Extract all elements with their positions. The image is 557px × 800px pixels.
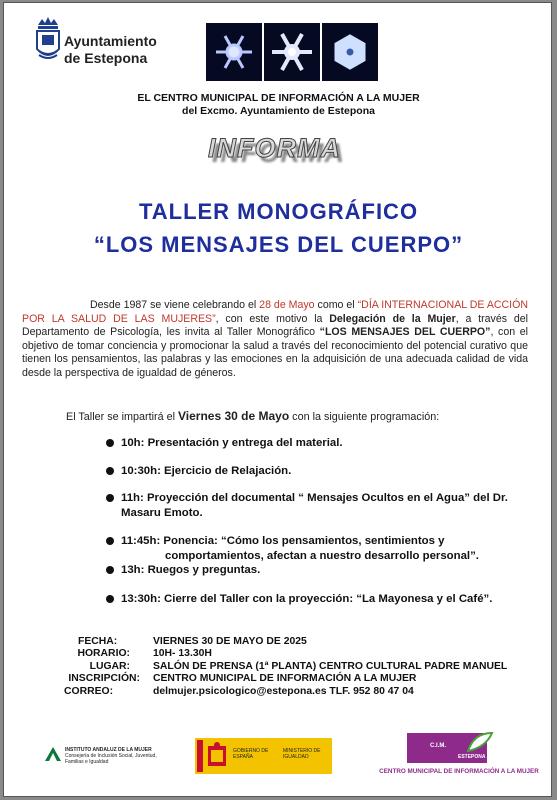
informa-heading: INFORMA [208, 133, 341, 163]
cim-leaf-icon [464, 731, 494, 755]
schedule-intro [66, 409, 439, 423]
gobierno-logo: GOBIERNO DE ESPAÑA MINISTERIO DE IGUALDAD [195, 738, 332, 774]
bullet-icon [106, 467, 114, 475]
crystal-photo-1 [206, 23, 262, 81]
schedule-item: 11:45h: Ponencia: “Cómo los pensamientos, sentimientos y comportamientos, afectan a nuestro desarrollo personal”. [121, 534, 531, 564]
intro-day: Viernes 30 de Mayo [178, 409, 290, 423]
iam-logo: INSTITUTO ANDALUZ DE LA MUJER Consejería de Inclusión Social, Juventud, Familias e Igualdad [44, 746, 174, 770]
ayuntamiento-logo [64, 33, 157, 67]
p1-text-c: , con este motivo la [215, 312, 330, 325]
logo-line2: de Estepona [64, 50, 148, 66]
p1-day-name: “DÍA INTERNACIONAL DE ACCIÓN POR LA SALUD DE LAS MUJERES” [22, 299, 529, 325]
p1-taller-name: “LOS MENSAJES DEL CUERPO” [319, 326, 491, 339]
org-line2: del Excmo. Ayuntamiento de Estepona [182, 105, 375, 117]
schedule-item: 11h: Proyección del documental “ Mensajes Ocultos en el Agua” del Dr. Masaru Emoto. [121, 491, 531, 521]
logo-line1: Ayuntamiento [64, 33, 157, 49]
p1-text-d: , a través del Departamento de Psicología, les invita al Taller Monográfico [22, 312, 528, 339]
p1-delegacion: Delegación de la Mujer [329, 312, 456, 325]
p1-text-b: como el [314, 299, 358, 311]
title-line1: TALLER MONOGRÁFICO [138, 199, 419, 224]
schedule-item: 13:30h: Cierre del Taller con la proyección: “La Mayonesa y el Café”. [121, 592, 531, 607]
intro-text-a: El Taller se impartirá el [66, 411, 179, 423]
iam-mark-icon [44, 746, 62, 762]
p1-text-e: , con el objetivo de tomar conciencia y promocionar la salud a través del reconocimiento del potencial curativo que tienen los pensamientos, las palabras y las emociones en la adquisición de una adecuada calidad de vida desde la perspectiva de igualdad de géneros. [22, 326, 528, 379]
bullet-icon [106, 494, 114, 502]
spain-shield-icon [206, 742, 228, 770]
water-crystal-photos [206, 23, 378, 81]
bullet-icon [106, 439, 114, 447]
org-line1: EL CENTRO MUNICIPAL DE INFORMACIÓN A LA MUJER [137, 92, 420, 104]
p1-text-a: Desde 1987 se viene celebrando el [90, 299, 260, 311]
estepona-crest-icon [34, 15, 62, 67]
schedule-item: 10h: Presentación y entrega del material. [121, 436, 531, 451]
schedule-item: 13h: Ruegos y preguntas. [121, 563, 531, 578]
crystal-photo-2 [264, 23, 320, 81]
intro-text-b: con la siguiente programación: [289, 411, 440, 423]
p1-date: 28 de Mayo [259, 299, 315, 311]
cim-logo: C.I.M. ESTEPONA CENTRO MUNICIPAL DE INFORMACIÓN A LA MUJER [369, 733, 549, 781]
crystal-photo-3 [322, 23, 378, 81]
intro-paragraph [22, 299, 528, 381]
schedule-item: 10:30h: Ejercicio de Relajación. [121, 464, 531, 479]
title-line2: “LOS MENSAJES DEL CUERPO” [93, 232, 464, 257]
bullet-icon [106, 595, 114, 603]
bullet-icon [106, 537, 114, 545]
bullet-icon [106, 566, 114, 574]
flyer-page: Ayuntamiento de Estepona EL CENTRO MUNICIPAL DE INFORMACIÓN A LA MUJER del Excmo. Ayuntamiento de Estepona INFORMA TALLER MONOGRÁFICO “LOS MENSAJES DEL CUERPO” Desde 1987 se viene celebrando el 28 de Mayo como el “DÍA INTERNACIONAL DE ACCIÓN POR LA SALUD DE LAS MUJERES”, con este motivo la Delegación de la Mujer, a través del Departamento de Psicología, les invita al Taller Monográfico “LOS MENSAJES DEL CUERPO”, con el objetivo de tomar conciencia y promocionar la salud a través del reconocimiento del potencial curativo que tienen los pensamientos, las palabras y las emociones en la adquisición de una adecuada calidad de vida desde la perspectiva de igualdad de géneros. El Taller se impartirá el Viernes 30 de Mayo con la siguiente programación: 10h: Presentación y entrega del material. 10:30h: Ejercicio de Relajación. 11h: Proyección del documental “ Mensajes Ocultos en el Agua” del Dr. Masaru Emoto. 11:45h: Ponencia: “Cómo los pensamientos, sentimientos y comportamientos, afectan a nuestro desarrollo personal”. 13h: Ruegos y preguntas. 13:30h: Cierre del Taller con la proyección: “La Mayonesa y el Café”. FECHA: VIERNES 30 DE MAYO DE 2025 HORARIO: 10H- 13.30H LUGAR: SALÓN DE PRENSA (1ª PLANTA) CENTRO CULTURAL PADRE MANUEL INSCRIPCIÓN: CENTRO MUNICIPAL DE INFORMACIÓN A LA MUJER CORREO: delmujer.psicologico@estepona.es TLF. 952 80 47 04 INSTITUTO ANDALUZ DE LA MUJER Consejería de Inclusión Social, Juventud, Familias e Igualdad GOBIERNO DE ESPAÑA MINISTERIO DE IGUALDAD C.I.M. ESTEPONA CENTRO MUNICIPAL DE INFORMACIÓN A LA MUJER [3, 2, 552, 797]
